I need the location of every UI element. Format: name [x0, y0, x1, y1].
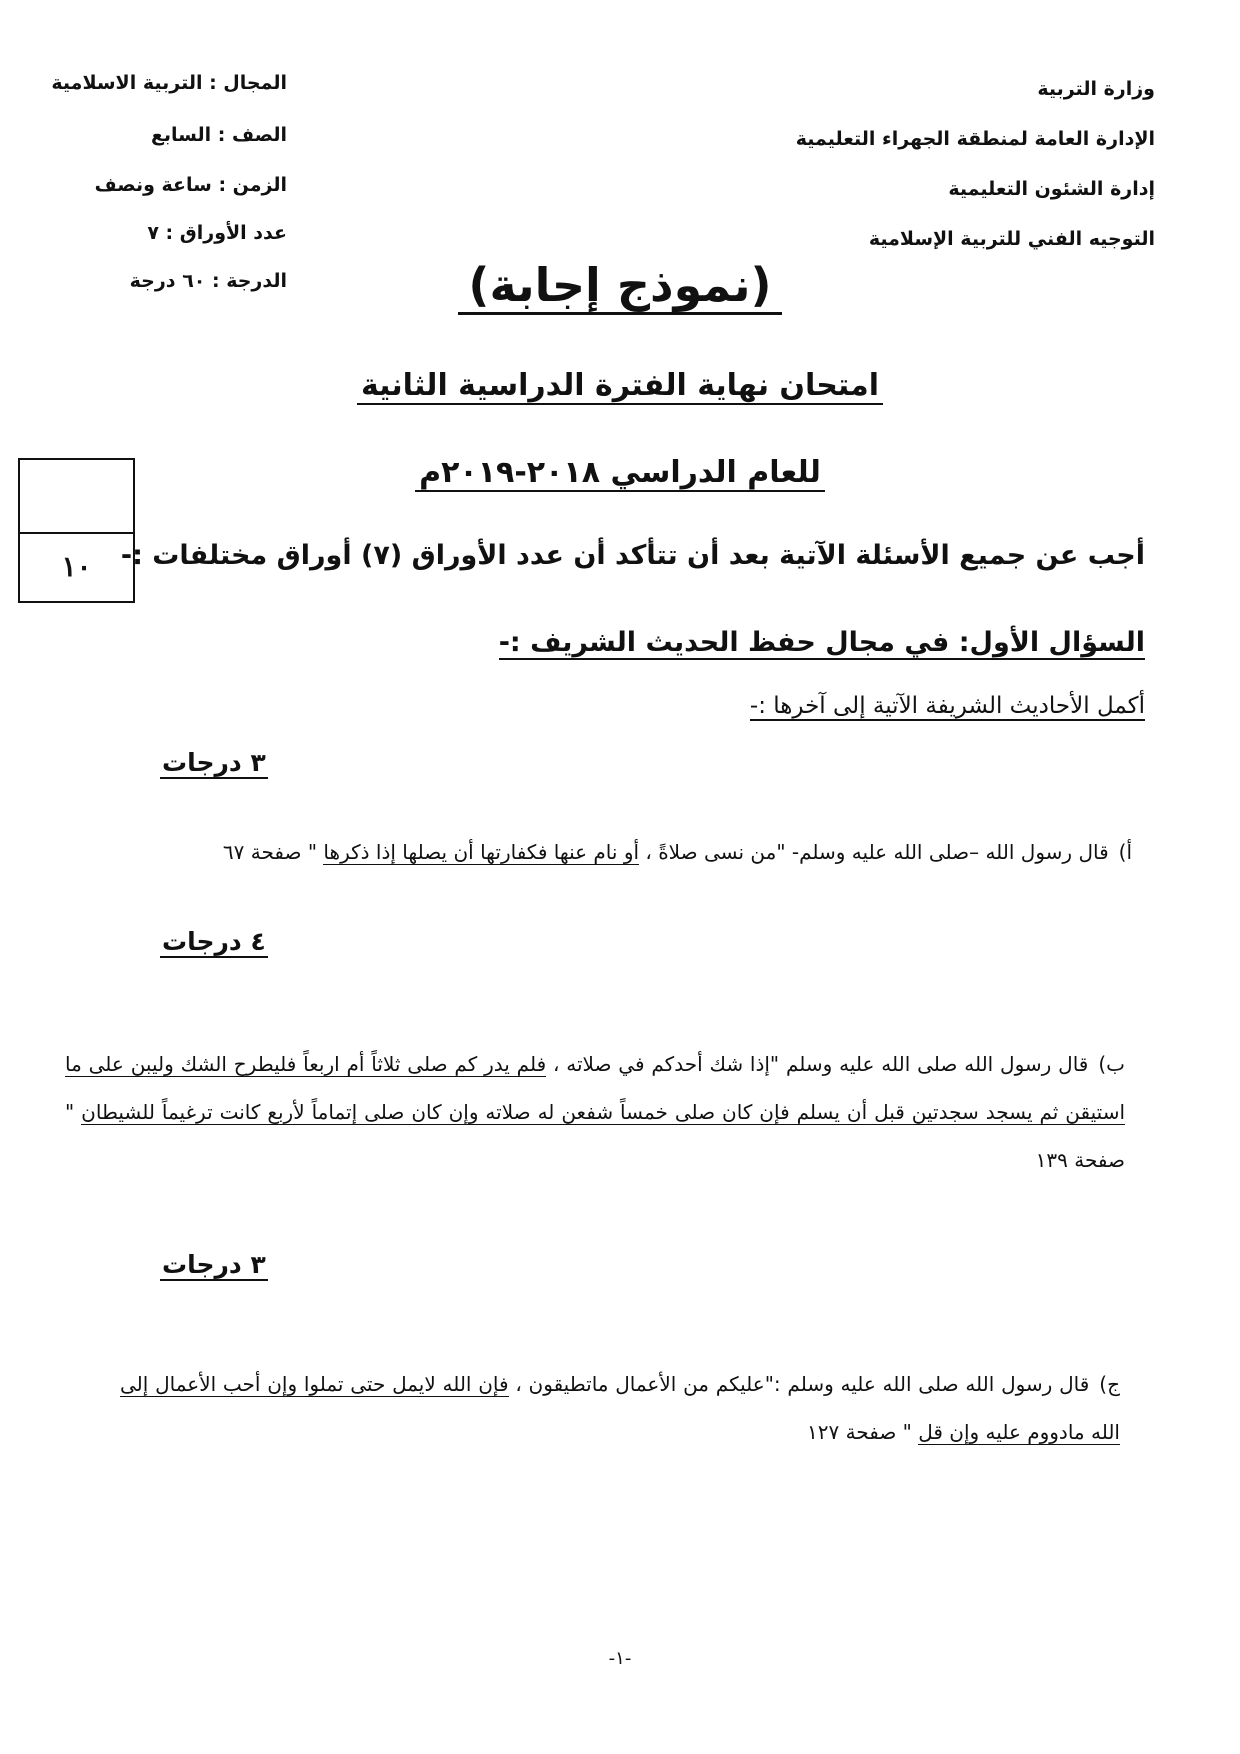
item-a	[192, 828, 1132, 876]
item-c-ref: " صفحة ١٢٧	[806, 1420, 919, 1444]
department-name: إدارة الشئون التعليمية	[948, 178, 1155, 200]
grade-field: الصف : السابع	[150, 124, 287, 146]
exam-instructions: أجب عن جميع الأسئلة الآتية بعد أن تتأكد أن عدد الأوراق (٧) أوراق مختلفات :-	[120, 540, 1145, 571]
item-a-given: قال رسول الله –صلى الله عليه وسلم- "من نسى صلاةً ،	[639, 840, 1109, 864]
item-c-degree: ٣ درجات	[162, 1250, 266, 1279]
item-b	[65, 1040, 1125, 1184]
score-box	[18, 458, 135, 603]
answer-key-title: (نموذج إجابة)	[0, 258, 1240, 312]
item-c	[120, 1360, 1120, 1456]
question1-title: السؤال الأول: في مجال حفظ الحديث الشريف :-	[498, 627, 1145, 658]
item-c-given: قال رسول الله صلى الله عليه وسلم :"عليكم من الأعمال ماتطيقون ،	[508, 1372, 1090, 1396]
item-b-label: ب)	[1098, 1052, 1125, 1076]
item-b-ref: " صفحة ١٣٩	[65, 1100, 1125, 1172]
academic-year: للعام الدراسي ٢٠١٨-٢٠١٩م	[0, 455, 1240, 490]
item-b-given: قال رسول الله صلى الله عليه وسلم "إذا شك أحدكم في صلاته ،	[546, 1052, 1089, 1076]
total-marks-field: الدرجة : ٦٠ درجة	[129, 270, 287, 292]
score-divider	[20, 532, 133, 534]
item-a-label: أ)	[1118, 840, 1132, 864]
page-number: -١-	[608, 1648, 632, 1669]
item-a-answer: أو نام عنها فكفارتها أن يصلها إذا ذكرها	[323, 840, 640, 864]
item-a-ref: " صفحة ٦٧	[222, 840, 324, 864]
exam-title: امتحان نهاية الفترة الدراسية الثانية	[0, 368, 1240, 403]
duration-field: الزمن : ساعة ونصف	[94, 174, 287, 196]
pages-count-field: عدد الأوراق : ٧	[147, 222, 287, 244]
supervision-name: التوجيه الفني للتربية الإسلامية	[868, 228, 1155, 250]
item-b-degree: ٤ درجات	[162, 927, 266, 956]
item-a-degree: ٣ درجات	[162, 748, 266, 777]
subject-field: المجال : التربية الاسلامية	[51, 72, 287, 94]
item-c-label: ج)	[1099, 1372, 1120, 1396]
ministry-name: وزارة التربية	[1037, 78, 1155, 100]
item-b-answer: فلم يدر كم صلى ثلاثاً أم اربعاً فليطرح الشك وليبن على ما استيقن ثم يسجد سجدتين قبل أن يسلم فإن كان صلى خمساً شفعن له صلاته وإن كان صلى إتماماً لأربع كانت ترغيماً للشيطان	[65, 1052, 1126, 1124]
directorate-name: الإدارة العامة لمنطقة الجهراء التعليمية	[795, 128, 1155, 150]
score-value: ١٠	[61, 550, 92, 583]
question1-subtitle: أكمل الأحاديث الشريفة الآتية إلى آخرها :-	[749, 693, 1145, 719]
item-c-answer: فإن الله لايمل حتى تملوا وإن أحب الأعمال إلى الله مادووم عليه وإن قل	[120, 1372, 1120, 1444]
